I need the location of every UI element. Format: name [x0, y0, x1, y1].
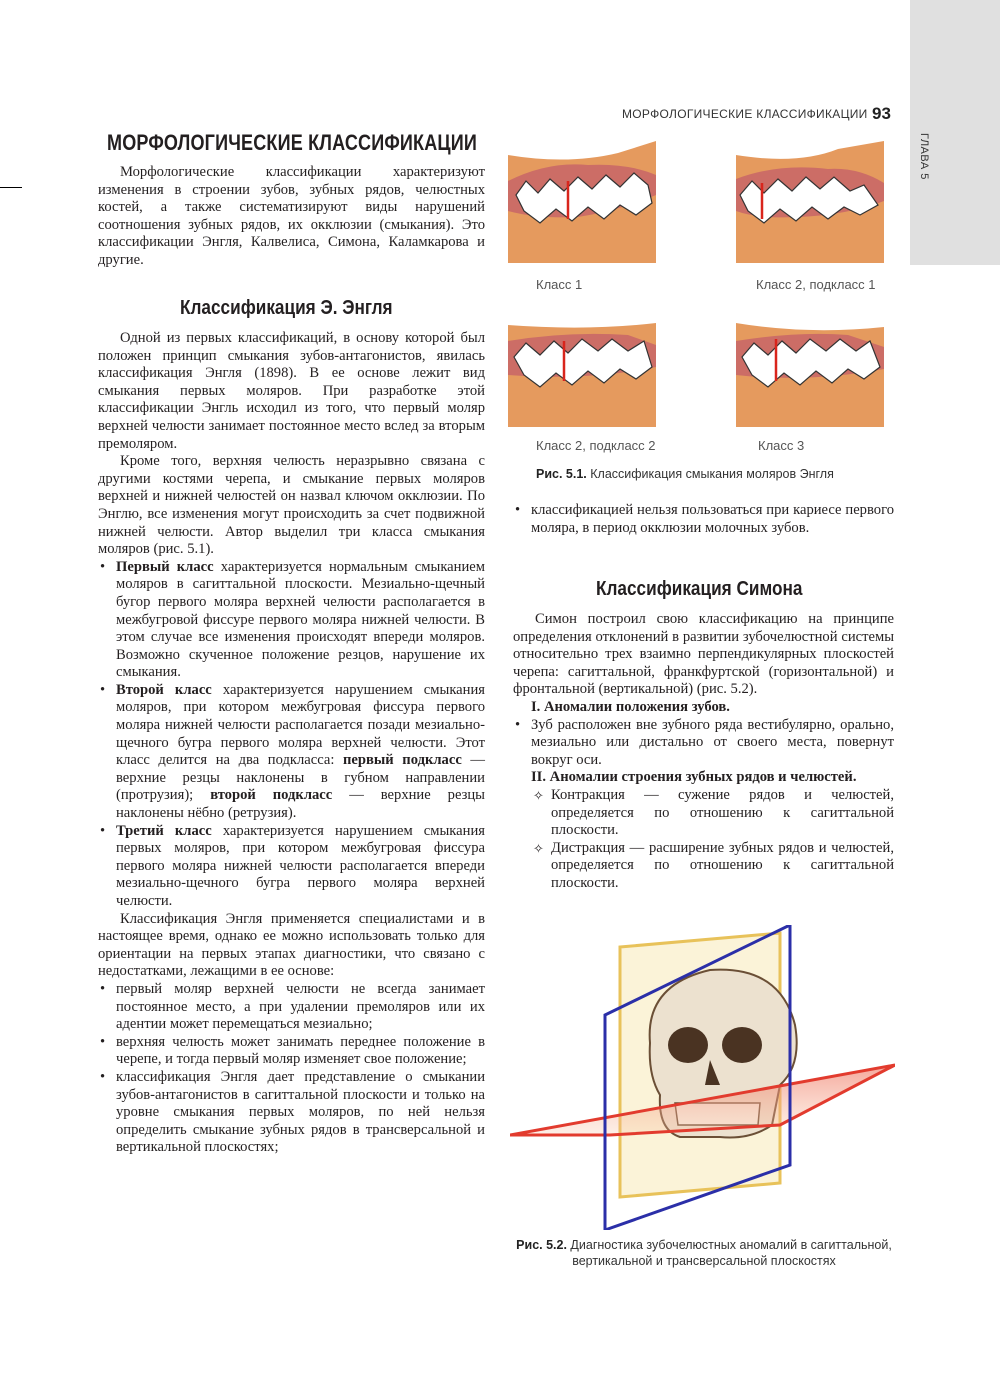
class1-item: [98, 559, 485, 682]
right-orbit: [722, 1027, 762, 1063]
chapter-tab-label: ГЛАВА 5: [918, 133, 930, 180]
figure1-caption: [536, 466, 896, 482]
class1-illustration: [508, 135, 656, 263]
figure1-label-class3: Класс 3: [758, 438, 805, 453]
figure2-caption-text: Диагностика зубочелюстных аномалий в сагиттальной, вертикальной и трансверсальной плоскостях: [566, 1238, 892, 1268]
drawback-item: • первый моляр верхней челюсти не всегда занимает постоянное место, а при удалении премоляров или их адентии может перемещаться мезиально;: [98, 981, 485, 1034]
drawback-item: • верхняя челюсть может занимать переднее положение в черепе, и тогда первый моляр изменяет свое положение;: [98, 1034, 485, 1069]
angle-paragraph-1: Одной из первых классификаций, в основу которой был положен принцип смыкания зубов-антагонистов, явилась классификация Энгля (1898). В ее основе лежит вид смыкания первых моляров. При разработке этой классификации Энгль исходил из того, что первый моляр верхней челюсти занимает постоянное место вслед за вторым премоляром.: [98, 330, 485, 452]
simon-group-2: II. Аномалии строения зубных рядов и челюстей.: [531, 769, 857, 786]
drawbacks-list-continued: [513, 502, 894, 537]
simon-group-1: I. Аномалии положения зубов.: [531, 698, 730, 715]
intro-paragraph: Морфологические классификации характеризуют изменения в строении зубов, зубных рядов, челюстных костей, а также систематизируют виды нарушений соотношения зубных рядов, их окклюзии (смыкания). Это классификации Энгля, Калвелиса, Симона, Каламкарова и другие.: [98, 164, 485, 268]
simon-text: [513, 611, 894, 893]
running-head: МОРФОЛОГИЧЕСКИЕ КЛАССИФИКАЦИИ: [622, 107, 868, 121]
figure1-label-class2-sub1: Класс 2, подкласс 1: [756, 277, 876, 292]
class1-text: характеризуется нормальным смыканием моляров в сагиттальной плоскости. Мезиально-щечный бугор первого моляра верхней челюсти располагается в межбугровой фиссуре первого моляра нижней челюсти. В этом случае все изменения происходят впереди моляров. Возможно скученное положение резцов, нарушение их смыкания.: [116, 558, 485, 681]
drawbacks-list: [98, 981, 485, 1157]
class2-item: [98, 682, 485, 823]
class2-sub1-illustration: [736, 135, 884, 263]
class3-item: [98, 823, 485, 911]
angle-paragraph-2: Кроме того, верхняя челюсть неразрывно связана с другими костями черепа, и смыкание первых моляров верхней и нижней челюстей он назвал ключом окклюзии. По Энглю, все изменения могут происходить за счет подвижной нижней челюсти. Автор выделил три класса смыкания моляров (рис. 5.1).: [98, 453, 485, 558]
class2-sub1-term: первый подкласс: [343, 752, 462, 769]
simon-group-2-item: ✧ Контракция — сужение рядов и челюстей, определяется по отношению к сагиттальной плоскости.: [533, 787, 894, 840]
figure-angle-classes: [508, 135, 898, 460]
angle-classes-list: [98, 559, 485, 911]
class2-sub2-text: — верхние резцы наклонены нёбно (ретрузия).: [116, 787, 485, 822]
class1-term: Первый класс: [116, 558, 214, 575]
simon-group-1-list: [513, 717, 894, 770]
figure1-caption-num: Рис. 5.1.: [536, 467, 587, 481]
simon-paragraph: Симон построил свою классификацию на принципе определения отклонений в развитии зубочелюстной системы относительно трех взаимно перпендикулярных плоскостей черепа: сагиттальной, франкфуртской (горизонтальной) и фронтальной (вертикальной) (рис. 5.2).: [513, 611, 894, 698]
angle-paragraph-3: Классификация Энгля применяется специалистами и в настоящее время, однако ее можно использовать только для ориентации на первых этапах диагностики, что связано с недостатками, лежащими в ее основе:: [98, 910, 485, 980]
simon-group-1-item: • Зуб расположен вне зубного ряда вестибулярно, орально, мезиально или дистально от своего места, повернут вокруг оси.: [513, 717, 894, 770]
section-title: МОРФОЛОГИЧЕСКИЕ КЛАССИФИКАЦИИ: [107, 130, 478, 155]
figure2-caption-num: Рис. 5.2.: [516, 1238, 567, 1252]
class2-sub1-text: — верхние резцы наклонены в губном направлении (протрузия);: [116, 752, 485, 804]
drawback-item: • классификацией нельзя пользоваться при кариесе первого моляра, в период окклюзии молочных зубов.: [513, 502, 894, 537]
simon-heading: Классификация Симона: [596, 578, 803, 600]
class3-term: Третий класс: [116, 822, 212, 839]
crop-mark: [0, 187, 22, 188]
angle-text: [98, 330, 485, 1157]
figure-skull-planes: [510, 925, 895, 1230]
figure1-label-class2-sub2: Класс 2, подкласс 2: [536, 438, 656, 453]
simon-group-2-list: [513, 787, 894, 893]
class2-term: Второй класс: [116, 681, 212, 698]
angle-heading: Классификация Э. Энгля: [180, 297, 393, 319]
figure1-caption-text: Классификация смыкания моляров Энгля: [586, 467, 834, 481]
class2-text: характеризуется нарушением смыкания моляров, при котором межбугровая фиссура первого моляра нижней челюсти располагается позади мезиально-щечного бугра первого моляра верхней челюсти. Этот класс делится на два подкласса:: [116, 681, 485, 769]
intro-block: [98, 164, 485, 270]
class2-sub2-term: второй подкласс: [210, 787, 333, 804]
figure1-label-class1: Класс 1: [536, 277, 583, 292]
drawback-item: • классификация Энгля дает представление о смыкании зубов-антагонистов в сагиттальной плоскости и только на уровне смыкания первых моляров, по ней нельзя определить смыкание зубных рядов в трансверсальной и вертикальной плоскостях;: [98, 1069, 485, 1157]
class2-sub2-illustration: [508, 303, 656, 427]
left-orbit: [668, 1027, 708, 1063]
right-column-top: [513, 502, 894, 537]
class3-text: характеризуется нарушением смыкания первых моляров, при котором межбугровая фиссура первого моляра нижней челюсти располагается впереди мезиально-щечного бугра первого моляра верхней челюсти.: [116, 822, 485, 909]
simon-group-2-item: ✧ Дистракция — расширение зубных рядов и челюстей, определяется по отношению к сагиттальной плоскости.: [533, 840, 894, 893]
class3-illustration: [736, 303, 884, 427]
page-number: 93: [872, 104, 891, 123]
figure2-caption: [512, 1237, 896, 1269]
